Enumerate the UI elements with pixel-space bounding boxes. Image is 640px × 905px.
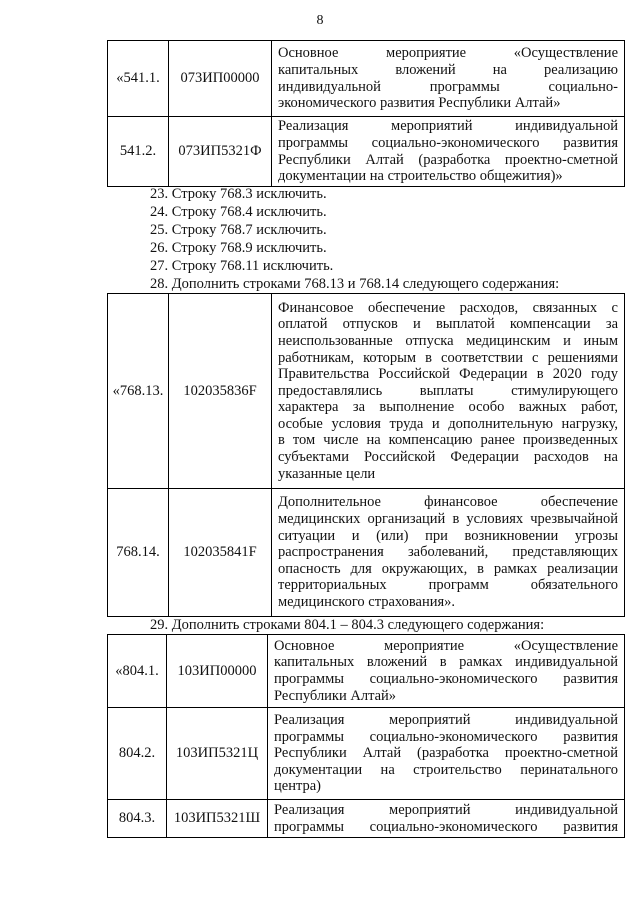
row-description — [268, 800, 625, 838]
table-row — [108, 708, 625, 800]
row-description — [272, 489, 625, 617]
description-line: Реализация мероприятий индивидуальной — [274, 801, 618, 818]
table-rows-541 — [107, 40, 625, 187]
description-line: программы социально-экономического развития — [274, 671, 618, 687]
description-line: программы социально-экономического развития — [274, 728, 618, 745]
description-line: оплатой отпусков и выплатой компенсации за — [278, 316, 618, 333]
description-line: Республики Алтай» — [274, 687, 397, 704]
row-description — [272, 294, 625, 489]
description-line: указанные цели — [278, 465, 376, 482]
description-line: Дополнительное финансовое обеспечение — [278, 494, 618, 511]
row-description — [272, 41, 625, 117]
item-25: 25. Строку 768.7 исключить. — [150, 222, 327, 238]
description-line: Основное мероприятие «Осуществление — [278, 45, 618, 62]
table-row — [108, 294, 625, 489]
description-line: особые условия труда и дополнительную нагрузку, — [278, 415, 618, 432]
description-line: экономического развития Республики Алтай» — [278, 95, 561, 112]
row-number: «768.13. — [108, 294, 169, 489]
row-code: 103ИП5321Ц — [167, 708, 268, 800]
table-rows-768 — [107, 293, 625, 617]
description-line: в том числе на компенсацию ранее произведенных — [278, 432, 618, 449]
row-number: 804.2. — [108, 708, 167, 800]
item-24: 24. Строку 768.4 исключить. — [150, 204, 327, 220]
item-29: 29. Дополнить строками 804.1 – 804.3 следующего содержания: — [150, 617, 545, 633]
table-row — [108, 489, 625, 617]
page-number: 8 — [316, 13, 324, 28]
description-line: программы социально-экономического развития — [274, 818, 618, 835]
item-27: 27. Строку 768.11 исключить. — [150, 258, 334, 274]
table-row — [108, 117, 625, 187]
description-line: индивидуальной программы социально- — [278, 78, 618, 95]
description-line: работникам, которым в соответствии с решениями — [278, 349, 618, 366]
description-line: капитальных вложений в рамках индивидуальной — [274, 654, 618, 671]
description-line: программы социально-экономического развития — [278, 134, 618, 151]
description-line: ситуации и (или) при возникновении угрозы — [278, 527, 618, 544]
table-row — [108, 41, 625, 117]
description-line: документации на строительство перинатального — [274, 761, 618, 778]
row-code: 103ИП5321Ш — [167, 800, 268, 838]
description-line: опасность для окружающих, в рамках реализации — [278, 560, 618, 577]
description-line: Республики Алтай (разработка проектно-сметной — [274, 745, 618, 762]
description-line: распространения заболеваний, представляющих — [278, 544, 618, 561]
row-number: 768.14. — [108, 489, 169, 617]
description-line: Финансовое обеспечение расходов, связанных с — [278, 299, 618, 316]
description-line: Реализация мероприятий индивидуальной — [274, 712, 618, 729]
row-code: 103ИП00000 — [167, 635, 268, 708]
row-description — [268, 708, 625, 800]
row-code: 073ИП00000 — [169, 41, 272, 117]
description-line: территориальных программ обязательного — [278, 577, 618, 594]
row-number: 541.2. — [108, 117, 169, 187]
description-line: медицинского страхования». — [278, 593, 456, 610]
row-code: 073ИП5321Ф — [169, 117, 272, 187]
description-line: Правительства Российской Федерации в 2020 году — [278, 366, 618, 383]
table-row — [108, 800, 625, 838]
row-description — [268, 635, 625, 708]
description-line: центра) — [274, 778, 321, 795]
row-description — [272, 117, 625, 187]
row-code: 102035841F — [169, 489, 272, 617]
description-line: предоставлялись выплаты стимулирующего — [278, 382, 618, 399]
item-26: 26. Строку 768.9 исключить. — [150, 240, 327, 256]
row-code: 102035836F — [169, 294, 272, 489]
row-number: 804.3. — [108, 800, 167, 838]
description-line: Основное мероприятие «Осуществление — [274, 637, 618, 654]
description-line: характера за выполнение особо важных работ, — [278, 399, 618, 416]
row-number: «804.1. — [108, 635, 167, 708]
item-28: 28. Дополнить строками 768.13 и 768.14 следующего содержания: — [150, 276, 560, 292]
description-line: Республики Алтай (разработка проектно-сметной — [278, 151, 618, 168]
description-line: субъектами Российской Федерации расходов на — [278, 449, 618, 466]
description-line: медицинских организаций в условиях чрезвычайной — [278, 511, 618, 528]
description-line: Реализация мероприятий индивидуальной — [278, 118, 618, 135]
description-line: капитальных вложений на реализацию — [278, 61, 618, 78]
row-number: «541.1. — [108, 41, 169, 117]
item-23: 23. Строку 768.3 исключить. — [150, 186, 327, 202]
description-line: неиспользованные отпуска медицинским и иным — [278, 332, 618, 349]
description-line: документации на строительство общежития)» — [278, 168, 563, 185]
table-row — [108, 635, 625, 708]
table-rows-804 — [107, 634, 625, 838]
